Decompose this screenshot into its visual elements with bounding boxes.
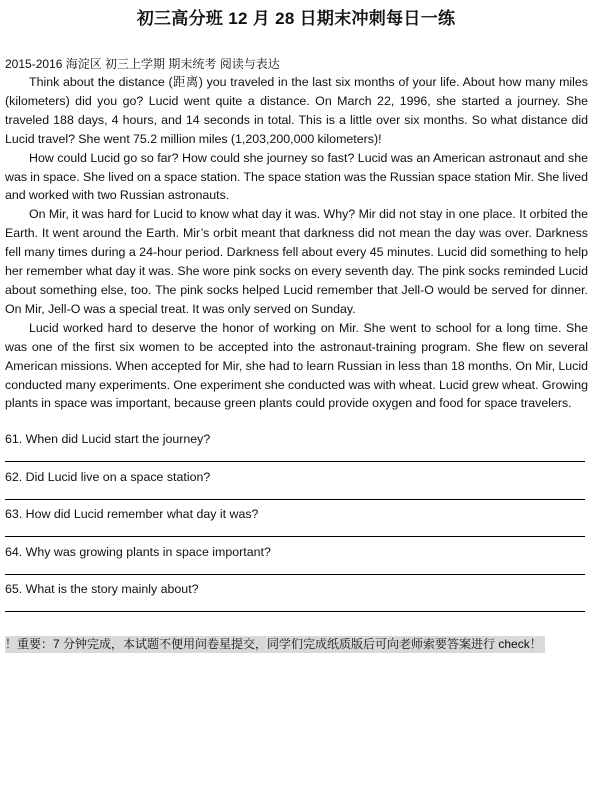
question-text: 62. Did Lucid live on a space station? <box>5 469 211 484</box>
answer-line[interactable] <box>5 611 585 612</box>
important-notice: ！重要：7 分钟完成，本试题不便用问卷星提交，同学们完成纸质版后可向老师索要答案进行 check！ <box>5 636 545 653</box>
question-62 <box>5 469 588 507</box>
passage-paragraph-1: Think about the distance (距离) you traveled in the last six months of your life. About how many miles (kilometers) did you go? Lucid went quite a distance. On March 22, 1996, she started a journey. She traveled 188 days, 4 hours, and 14 seconds in total. This is a little over six months. So what distance did Lucid travel? She went 75.2 million miles (1,203,200,000 kilometers)! <box>5 75 588 146</box>
page-title: 初三高分班 12 月 28 日期末冲刺每日一练 <box>136 9 456 28</box>
answer-line[interactable] <box>5 574 585 575</box>
reading-passage <box>5 73 588 413</box>
answer-line[interactable] <box>5 461 585 462</box>
passage-paragraph-2: How could Lucid go so far? How could she journey so fast? Lucid was an American astronaut and she was in space. She lived on a space station. The space station was the Russian space station Mir. She lived and worked with two Russian astronauts. <box>5 150 588 203</box>
question-64 <box>5 544 588 582</box>
passage-paragraph-4: Lucid worked hard to deserve the honor of working on Mir. She went to school for a long time. She was one of the first six women to be accepted into the astronaut-training program. She flew on several American missions. When accepted for Mir, she had to learn Russian in less than 18 months. On Mir, Lucid conducted many experiments. One experiment she conducted was with wheat. Lucid grew wheat. Growing plants in space was important, because green plants could provide oxygen and food for space travelers. <box>5 320 588 411</box>
question-65 <box>5 581 588 619</box>
question-text: 64. Why was growing plants in space important? <box>5 544 271 559</box>
question-text: 63. How did Lucid remember what day it was? <box>5 507 259 521</box>
question-list <box>5 431 588 619</box>
question-63 <box>5 506 588 544</box>
question-text: 61. When did Lucid start the journey? <box>5 432 211 446</box>
question-text: 65. What is the story mainly about? <box>5 582 199 596</box>
passage-paragraph-3: On Mir, it was hard for Lucid to know what day it was. Why? Mir did not stay in one place. It orbited the Earth. It went around the Earth. Mir’s orbit meant that darkness did not mean the day was over. Darkness fell many times during a 24-hour period. Darkness fell about every 45 minutes. Lucid did something to help her remember what day it was. She wore pink socks on every seventh day. The pink socks reminded Lucid about something else, too. The pink socks helped Lucid remember that Jell-O would be served for dinner. On Mir, Jell-O was a special treat. It was only served on Sunday. <box>5 207 588 316</box>
question-61 <box>5 431 588 469</box>
answer-line[interactable] <box>5 499 585 500</box>
answer-line[interactable] <box>5 536 585 537</box>
exam-source-line: 2015-2016 海淀区 初三上学期 期末统考 阅读与表达 <box>5 57 280 71</box>
